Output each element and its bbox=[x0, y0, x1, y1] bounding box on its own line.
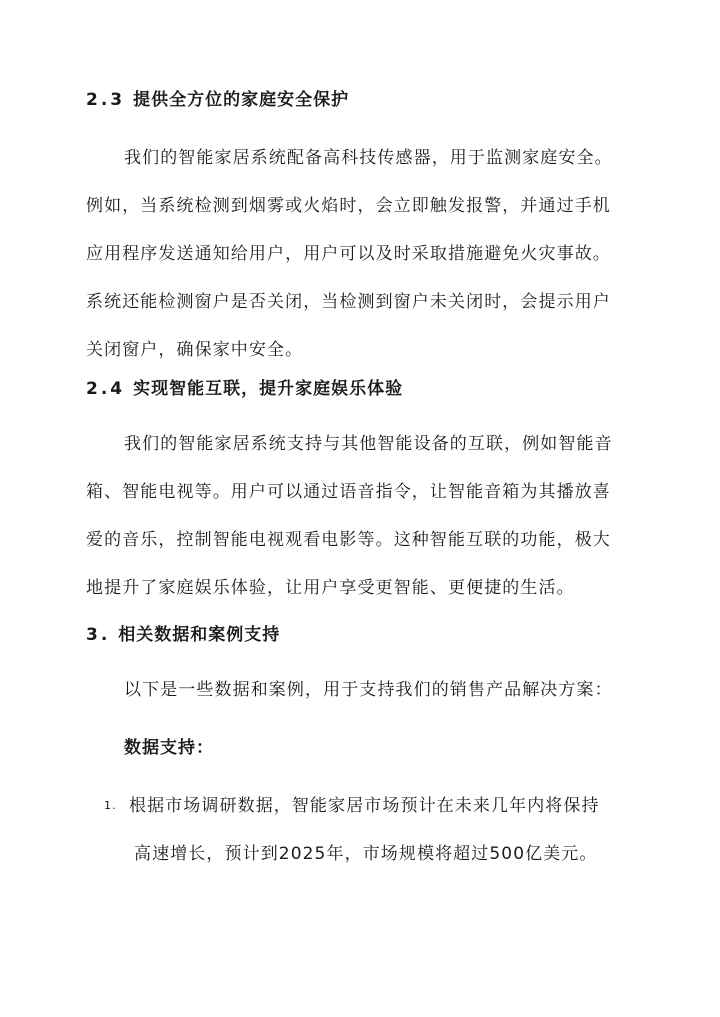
list-marker: 1. bbox=[104, 799, 117, 812]
paragraph-2-3 bbox=[86, 134, 646, 374]
section-number: 3. bbox=[86, 625, 111, 645]
list-item bbox=[104, 782, 644, 878]
paragraph-line: 箱、智能电视等。用户可以通过语音指令，让智能音箱为其播放喜 bbox=[86, 482, 611, 502]
section-title: 相关数据和案例支持 bbox=[118, 625, 281, 645]
paragraph-line: 地提升了家庭娱乐体验，让用户享受更智能、更便捷的生活。 bbox=[86, 578, 575, 598]
paragraph-line: 关闭窗户，确保家中安全。 bbox=[86, 340, 304, 360]
paragraph-line: 我们的智能家居系统配备高科技传感器，用于监测家庭安全。 bbox=[124, 148, 613, 168]
section-heading-2-3 bbox=[86, 89, 349, 111]
paragraph-line: 以下是一些数据和案例，用于支持我们的销售产品解决方案： bbox=[124, 680, 613, 700]
paragraph-line: 系统还能检测窗户是否关闭，当检测到窗户未关闭时，会提示用户 bbox=[86, 292, 611, 312]
paragraph-line: 爱的音乐，控制智能电视观看电影等。这种智能互联的功能，极大 bbox=[86, 530, 611, 550]
section-title: 提供全方位的家庭安全保护 bbox=[133, 90, 350, 110]
paragraph-2-4 bbox=[86, 420, 646, 612]
section-number: 2.3 bbox=[86, 90, 126, 110]
section-heading-3 bbox=[86, 624, 280, 646]
list-item-line: 高速增长，预计到2025年，市场规模将超过500亿美元。 bbox=[134, 844, 598, 864]
paragraph-3-intro bbox=[86, 666, 646, 714]
section-title: 实现智能互联，提升家庭娱乐体验 bbox=[133, 379, 404, 399]
data-support-subheading: 数据支持： bbox=[124, 738, 214, 758]
section-number: 2.4 bbox=[86, 379, 126, 399]
section-heading-2-4 bbox=[86, 378, 403, 400]
paragraph-line: 应用程序发送通知给用户，用户可以及时采取措施避免火灾事故。 bbox=[86, 244, 611, 264]
paragraph-line: 我们的智能家居系统支持与其他智能设备的互联，例如智能音 bbox=[124, 434, 613, 454]
list-item-line: 根据市场调研数据，智能家居市场预计在未来几年内将保持 bbox=[129, 796, 600, 816]
paragraph-line: 例如，当系统检测到烟雾或火焰时，会立即触发报警，并通过手机 bbox=[86, 196, 611, 216]
